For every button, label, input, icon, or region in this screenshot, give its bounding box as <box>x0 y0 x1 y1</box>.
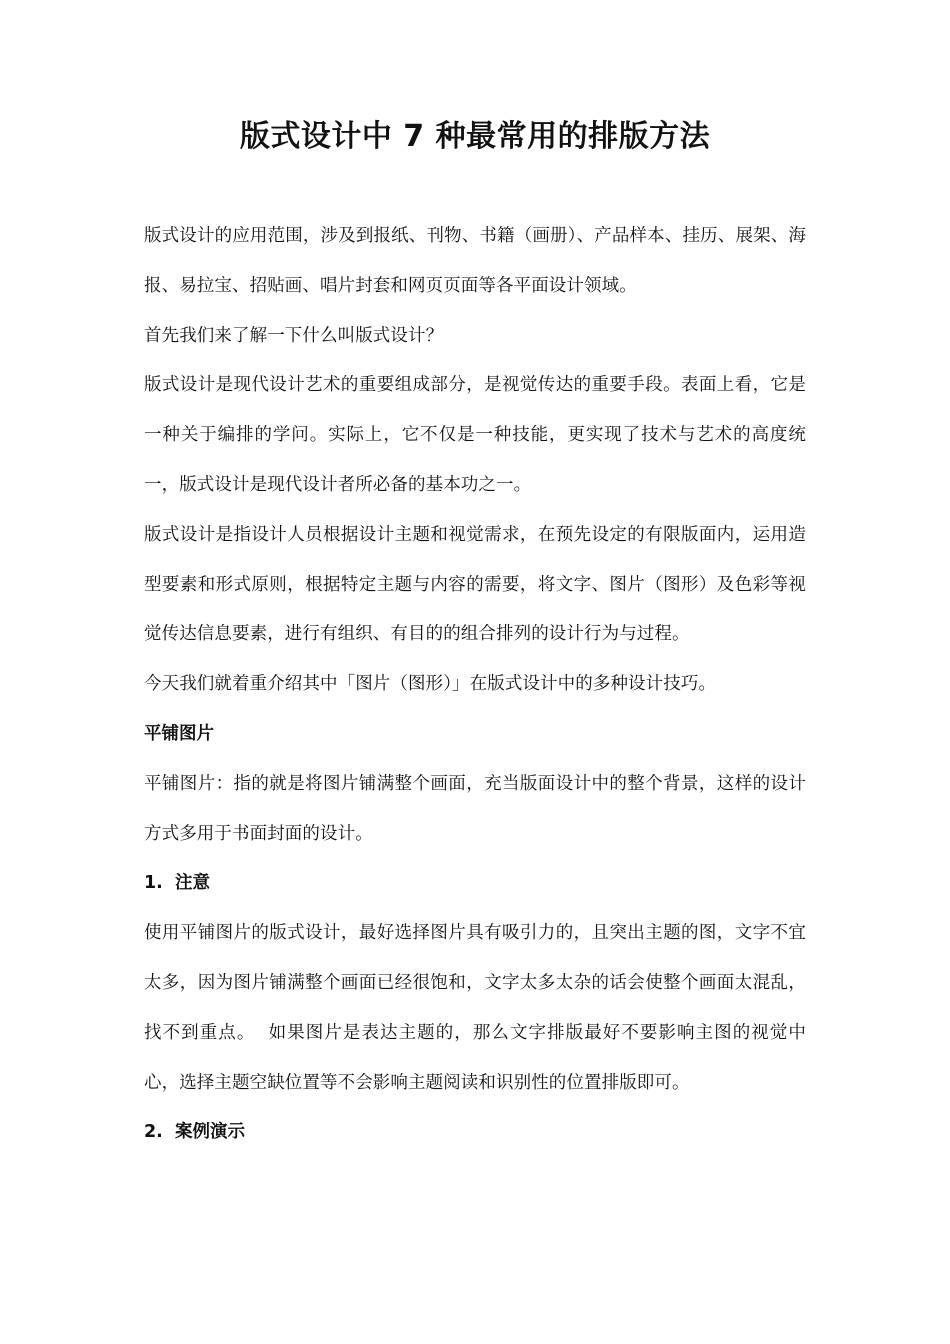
tiled-image-description: 平铺图片：指的就是将图片铺满整个画面，充当版面设计中的整个背景，这样的设计方式多用于书面封面的设计。 <box>144 773 806 844</box>
case-demo-heading: 2. 案例演示 <box>144 1122 246 1143</box>
today-paragraph: 今天我们就着重介绍其中「图片（图形）」在版式设计中的多种设计技巧。 <box>144 674 717 695</box>
definition-paragraph-2: 版式设计是指设计人员根据设计主题和视觉需求，在预先设定的有限版面内，运用造型要素和形式原则，根据特定主题与内容的需要，将文字、图片（图形）及色彩等视觉传达信息要素，进行有组织、有目的的组合排列的设计行为与过程。 <box>144 524 806 645</box>
note-heading: 1. 注意 <box>144 873 211 894</box>
section-heading-tiled-image: 平铺图片 <box>144 723 214 744</box>
question-paragraph: 首先我们来了解一下什么叫版式设计？ <box>144 325 444 346</box>
document-title: 版式设计中 7 种最常用的排版方法 <box>239 119 711 154</box>
intro-paragraph: 版式设计的应用范围，涉及到报纸、刊物、书籍（画册）、产品样本、挂历、展架、海报、易拉宝、招贴画、唱片封套和网页页面等各平面设计领域。 <box>144 226 806 296</box>
document-body <box>144 212 806 1158</box>
note-paragraph: 使用平铺图片的版式设计，最好选择图片具有吸引力的，且突出主题的图，文字不宜太多，因为图片铺满整个画面已经很饱和，文字太多太杂的话会使整个画面太混乱，找不到重点。 如果图片是表达主题的，那么文字排版最好不要影响主图的视觉中心，选择主题空缺位置等不会影响主题阅读和识别性的位置排版即可。 <box>144 923 806 1093</box>
definition-paragraph-1: 版式设计是现代设计艺术的重要组成部分，是视觉传达的重要手段。表面上看，它是一种关于编排的学问。实际上，它不仅是一种技能，更实现了技术与艺术的高度统一，版式设计是现代设计者所必备的基本功之一。 <box>144 375 806 495</box>
